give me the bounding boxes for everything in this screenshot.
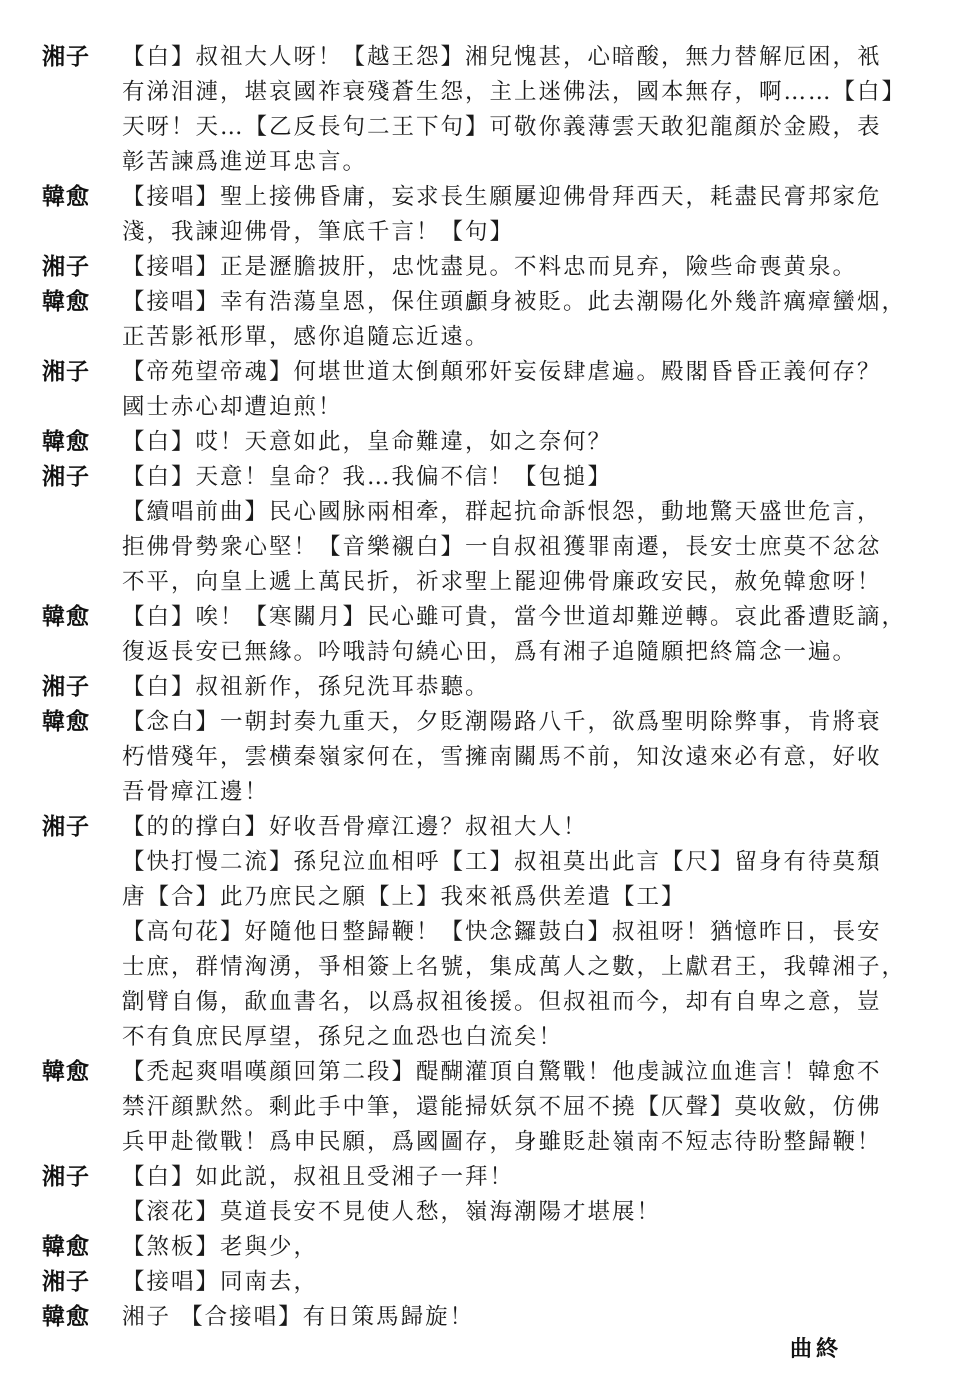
dialogue-line: 國士赤心却遭迫煎！ xyxy=(122,394,343,420)
dialogue-line: 復返長安已無緣。吟哦詩句繞心田，爲有湘子追隨願把終篇念一遍。 xyxy=(122,639,858,665)
dialogue-entry xyxy=(42,460,942,600)
dialogue-entry xyxy=(42,810,942,1055)
dialogue-line: 【接唱】幸有浩蕩皇恩，保住頭顱身被貶。此去潮陽化外幾許癘瘴蠻烟， xyxy=(122,289,907,315)
dialogue-entry xyxy=(42,425,942,460)
dialogue-line: 【接唱】同南去， xyxy=(122,1269,319,1295)
dialogue-lines xyxy=(122,425,942,460)
dialogue-line: 【快打慢二流】孫兒泣血相呼【工】叔祖莫出此言【尺】留身有待莫頽 xyxy=(122,849,882,875)
dialogue-line: 有涕泪漣，堪哀國祚衰殘蒼生怨，主上迷佛法，國本無存，啊……【白】 xyxy=(122,79,907,105)
dialogue-entry xyxy=(42,1055,942,1160)
dialogue-line: 淺，我諫迎佛骨，筆底千言！【句】 xyxy=(122,219,515,245)
dialogue-line: 【煞板】老與少， xyxy=(122,1234,319,1260)
dialogue-lines xyxy=(122,705,942,810)
dialogue-line: 朽惜殘年，雲横秦嶺家何在，雪擁南關馬不前，知汝遠來必有意，好收 xyxy=(122,744,882,770)
speaker-name: 湘子 xyxy=(42,1269,90,1295)
dialogue-line: 彰苦諫爲進逆耳忠言。 xyxy=(122,149,368,175)
speaker-name: 韓愈 xyxy=(42,1304,90,1330)
dialogue-entry xyxy=(42,285,942,355)
dialogue-line: 劏臂自傷，歃血書名，以爲叔祖後援。但叔祖而今，却有自卑之意，豈 xyxy=(122,989,882,1015)
dialogue-line: 【續唱前曲】民心國脉兩相牽，群起抗命訴恨怨，動地驚天盛世危言， xyxy=(122,499,882,525)
speaker-name: 湘子 xyxy=(42,254,90,280)
dialogue-line: 【白】唉！【寒關月】民心雖可貴，當今世道却難逆轉。哀此番遭貶謫， xyxy=(122,604,907,630)
dialogue-line: 【白】叔祖大人呀！【越王怨】湘兒愧甚，心暗酸，無力替解厄困，衹 xyxy=(122,44,882,70)
dialogue-line: 【白】如此説，叔祖且受湘子一拜！ xyxy=(122,1164,515,1190)
speaker-name: 湘子 xyxy=(42,814,90,840)
dialogue-entry xyxy=(42,355,942,425)
dialogue-line: 【接唱】聖上接佛昏庸，妄求長生願屢迎佛骨拜西天，耗盡民膏邦家危 xyxy=(122,184,882,210)
dialogue-line: 不有負庶民厚望，孫兒之血恐也白流矣！ xyxy=(122,1024,564,1050)
dialogue-line: 【念白】一朝封奏九重天，夕貶潮陽路八千，欲爲聖明除弊事，肯將衰 xyxy=(122,709,882,735)
dialogue-lines xyxy=(122,40,942,180)
dialogue-lines xyxy=(122,460,942,600)
dialogue-line: 【接唱】正是瀝膽披肝，忠忱盡見。不料忠而見弃，險些命喪黄泉。 xyxy=(122,254,858,280)
dialogue-line: 湘子 【合接唱】有日策馬歸旋！ xyxy=(122,1304,475,1330)
dialogue-entry xyxy=(42,250,942,285)
dialogue-entry xyxy=(42,600,942,670)
dialogue-lines xyxy=(122,1265,942,1300)
dialogue-lines xyxy=(122,180,942,250)
speaker-name: 湘子 xyxy=(42,674,90,700)
dialogue-lines xyxy=(122,355,942,425)
dialogue-line: 【禿起爽唱嘆顔回第二段】醍醐灌頂自驚戰！他虔誠泣血進言！韓愈不 xyxy=(122,1059,882,1085)
dialogue-lines xyxy=(122,670,942,705)
dialogue-line: 【高句花】好隨他日整歸鞭！【快念鑼鼓白】叔祖呀！猶憶昨日，長安 xyxy=(122,919,882,945)
dialogue-line: 吾骨瘴江邊！ xyxy=(122,779,270,805)
speaker-name: 韓愈 xyxy=(42,289,90,315)
dialogue-line: 士庶，群情洶湧，爭相簽上名號，集成萬人之數，上獻君王，我韓湘子， xyxy=(122,954,907,980)
dialogue-line: 唐【合】此乃庶民之願【上】我來衹爲供差遣【工】 xyxy=(122,884,686,910)
dialogue-line: 不平，向皇上遞上萬民折，祈求聖上罷迎佛骨廉政安民，赦免韓愈呀！ xyxy=(122,569,882,595)
speaker-name: 湘子 xyxy=(42,464,90,490)
dialogue-lines xyxy=(122,600,942,670)
dialogue-entry xyxy=(42,1230,942,1265)
speaker-name: 韓愈 xyxy=(42,1234,90,1260)
speaker-name: 韓愈 xyxy=(42,604,90,630)
dialogue-line: 【的的撑白】好收吾骨瘴江邊？叔祖大人！ xyxy=(122,814,588,840)
speaker-name: 湘子 xyxy=(42,359,90,385)
speaker-name: 韓愈 xyxy=(42,184,90,210)
dialogue-line: 正苦影衹形單，感你追隨忘近遠。 xyxy=(122,324,490,350)
speaker-name: 韓愈 xyxy=(42,429,90,455)
dialogue-lines xyxy=(122,1160,942,1230)
dialogue-line: 兵甲赴徵戰！爲申民願，爲國圖存，身雖貶赴嶺南不短志待盼整歸鞭！ xyxy=(122,1129,882,1155)
dialogue-entry xyxy=(42,1160,942,1230)
dialogue-line: 【滚花】莫道長安不見使人愁，嶺海潮陽才堪展！ xyxy=(122,1199,662,1225)
speaker-name: 韓愈 xyxy=(42,709,90,735)
dialogue-line: 拒佛骨勢衆心堅！【音樂襯白】一自叔祖獲罪南遷，長安士庶莫不忿忿 xyxy=(122,534,882,560)
opera-script-body xyxy=(42,40,942,1335)
dialogue-lines xyxy=(122,1230,942,1265)
dialogue-entry xyxy=(42,180,942,250)
dialogue-line: 【帝苑望帝魂】何堪世道太倒顛邪奸妄佞肆虐遍。殿閣昏昏正義何存？ xyxy=(122,359,882,385)
ending-mark: 曲終 xyxy=(790,1337,843,1362)
dialogue-line: 【白】叔祖新作，孫兒洗耳恭聽。 xyxy=(122,674,490,700)
speaker-name: 湘子 xyxy=(42,44,90,70)
speaker-name: 湘子 xyxy=(42,1164,90,1190)
dialogue-lines xyxy=(122,1055,942,1160)
dialogue-entry xyxy=(42,1265,942,1300)
dialogue-lines xyxy=(122,1300,942,1335)
speaker-name: 韓愈 xyxy=(42,1059,90,1085)
dialogue-line: 【白】哎！天意如此，皇命難違，如之奈何？ xyxy=(122,429,613,455)
dialogue-entry xyxy=(42,705,942,810)
dialogue-line: 天呀！天…【乙反長句二王下句】可敬你義薄雲天敢犯龍顏於金殿，表 xyxy=(122,114,882,140)
dialogue-lines xyxy=(122,285,942,355)
dialogue-entry xyxy=(42,670,942,705)
dialogue-line: 【白】天意！皇命？我…我偏不信！【包搥】 xyxy=(122,464,613,490)
dialogue-lines xyxy=(122,810,942,1055)
dialogue-entry xyxy=(42,1300,942,1335)
dialogue-entry xyxy=(42,40,942,180)
dialogue-line: 禁汗顔默然。剩此手中筆，還能掃妖氛不屈不撓【仄聲】莫收斂，仿佛 xyxy=(122,1094,882,1120)
dialogue-lines xyxy=(122,250,942,285)
